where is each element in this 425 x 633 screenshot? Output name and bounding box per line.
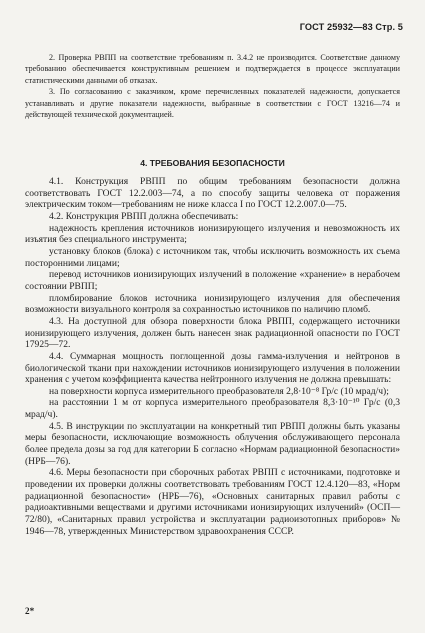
paragraph: на расстоянии 1 м от корпуса измерительного преобразователя 8,3·10⁻¹⁰ Гр/с (0,3 мрад/ч).: [25, 397, 400, 421]
note-paragraph: 3. По согласованию с заказчиком, кроме перечисленных показателей надежности, допускается устанавливать и другие показатели надежности, выбранные в соответствии с ГОСТ 13216—74 и действующей технической документацией.: [25, 87, 400, 120]
section-body: [25, 176, 400, 537]
intro-notes: [25, 52, 400, 120]
page-header: ГОСТ 25932—83 Стр. 5: [299, 22, 403, 32]
page-footer-mark: 2*: [25, 606, 35, 616]
paragraph: 4.2. Конструкция РВПП должна обеспечивать:: [49, 210, 239, 222]
paragraph: надежность крепления источников ионизирующего излучения и невозможность их изъятия без специального инструмента;: [25, 222, 400, 246]
note-paragraph: 2. Проверка РВПП на соответствие требованиям п. 3.4.2 не производится. Соответствие данному требованию обеспечивается конструктивным решением и подтверждается в процессе эксплуатации статистическими данными об отказах.: [25, 53, 400, 85]
section-title: 4. ТРЕБОВАНИЯ БЕЗОПАСНОСТИ: [140, 158, 285, 168]
paragraph: 4.5. В инструкции по эксплуатации на конкретный тип РВПП должны быть указаны меры безопасности, исключающие возможность облучения обслуживающего персонала более предела дозы за год для категории Б согласно «Нормам радиационной безопасности» (НРБ—76).: [25, 420, 400, 467]
paragraph: 4.4. Суммарная мощность поглощенной дозы гамма-излучения и нейтронов в биологической ткани при нахождении источников ионизирующего излучения в положении хранения с учетом коэффициента качества нейтронного излучения не должна превышать:: [25, 350, 400, 386]
paragraph: установку блоков (блока) с источником так, чтобы исключить возможность их съема посторонними лицами;: [25, 245, 400, 269]
paragraph: пломбирование блоков источника ионизирующего излучения для обеспечения возможности визуального контроля за сохранностью источников по наличию пломб.: [25, 292, 400, 316]
paragraph: 4.1. Конструкция РВПП по общим требованиям безопасности должна соответствовать ГОСТ 12.2.003—74, а по способу защиты человека от поражения электрическим током—требованиям не ниже класса I по ГОСТ 12.2.007.0—75.: [25, 176, 400, 211]
paragraph: перевод источников ионизирующих излучений в положение «хранение» в нерабочем состоянии РВПП;: [25, 269, 400, 292]
paragraph: 4.3. На доступной для обзора поверхности блока РВПП, содержащего источники ионизирующего излучения, должен быть нанесен знак радиационной опасности по ГОСТ 17925—72.: [25, 315, 400, 351]
paragraph: на поверхности корпуса измерительного преобразователя 2,8·10⁻⁸ Гр/с (10 мрад/ч);: [49, 385, 389, 397]
paragraph: 4.6. Меры безопасности при сборочных работах РВПП с источниками, подготовке и проведении их проверки должны соответствовать требованиям ГОСТ 12.4.120—83, «Норм радиационной безопасности» (НРБ—76), «Основных санитарных правил работы с радиоактивными веществами и другими источниками ионизирующих излучений» (ОСП—72/80), «Санитарных правил устройства и эксплуатации радиоизотопных приборов» № 1946—78, утвержденных Министерством здравоохранения СССР.: [25, 467, 400, 537]
